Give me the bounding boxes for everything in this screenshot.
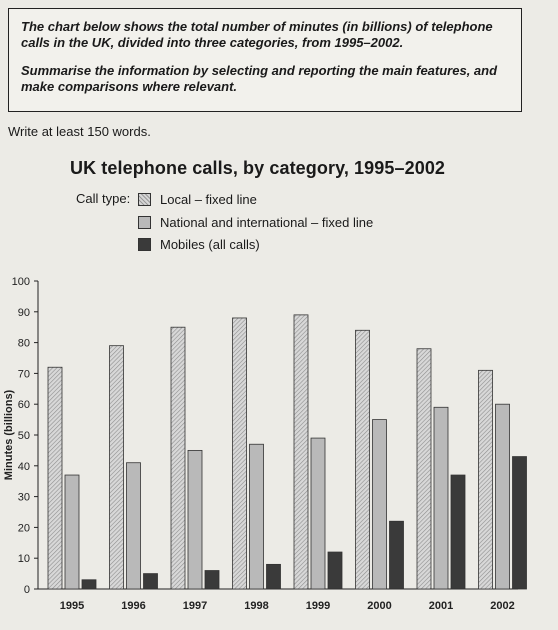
bar-local-1999 [294,315,308,589]
legend-label-local: Local – fixed line [160,191,257,207]
bar-mobile-2001 [451,475,465,589]
bar-local-2002 [479,370,493,589]
x-tick-label: 1995 [59,600,85,612]
bar-national-1997 [188,450,202,589]
task-instruction-text: Summarise the information by selecting and reporting the main features, and make comparisons where relevant. [21,63,498,94]
bar-local-1996 [110,346,124,589]
bar-mobile-2002 [513,457,527,589]
bar-mobile-1998 [267,564,281,589]
x-tick-label: 2000 [367,600,392,612]
y-tick-label: 60 [17,399,30,412]
y-tick-label: 20 [17,522,30,535]
y-tick-label: 80 [17,337,30,350]
x-tick-label: 2001 [428,600,454,612]
bar-mobile-1996 [144,574,158,589]
y-tick-label: 50 [17,430,30,442]
x-tick-label: 2002 [490,600,515,612]
bar-local-1998 [233,318,247,589]
x-tick-label: 1996 [121,600,146,612]
chart-bars [48,315,527,589]
y-tick-label: 0 [23,584,30,596]
bar-mobile-1995 [82,580,96,589]
x-tick-label: 1998 [244,600,269,612]
x-tick-label: 1999 [305,600,331,612]
bar-national-1999 [311,438,325,589]
bar-mobile-1999 [328,552,342,589]
legend-label-national: National and international – fixed line [160,214,374,230]
y-tick-label: 40 [17,460,30,473]
word-count-instruction: Write at least 150 words. [8,124,151,139]
y-axis-title: Minutes (billions) [3,389,15,481]
legend-label-mobile: Mobiles (all calls) [160,236,260,252]
bar-local-2001 [417,349,431,589]
y-tick-label: 90 [17,306,30,319]
task-prompt-text: The chart below shows the total number of minutes (in billions) of telephone calls in the UK, divided into three categories, from 1995–2002. [21,19,493,50]
bar-mobile-1997 [205,571,219,589]
bar-local-1995 [48,367,62,589]
y-tick-label: 10 [17,553,30,566]
y-tick-label: 30 [17,491,30,504]
legend-caption: Call type: [76,191,131,206]
y-tick-label: 70 [17,368,30,381]
bar-national-2000 [373,420,387,589]
bar-national-1998 [250,444,264,589]
bar-national-1996 [127,463,141,589]
bar-local-2000 [356,330,370,589]
bar-national-2002 [496,404,510,589]
bar-national-2001 [434,407,448,589]
bar-local-1997 [171,327,185,589]
bar-national-1995 [65,475,79,589]
y-tick-label: 100 [11,276,30,288]
chart-title: UK telephone calls, by category, 1995–2002 [70,158,446,178]
x-tick-label: 1997 [182,600,208,612]
bar-mobile-2000 [390,521,404,589]
